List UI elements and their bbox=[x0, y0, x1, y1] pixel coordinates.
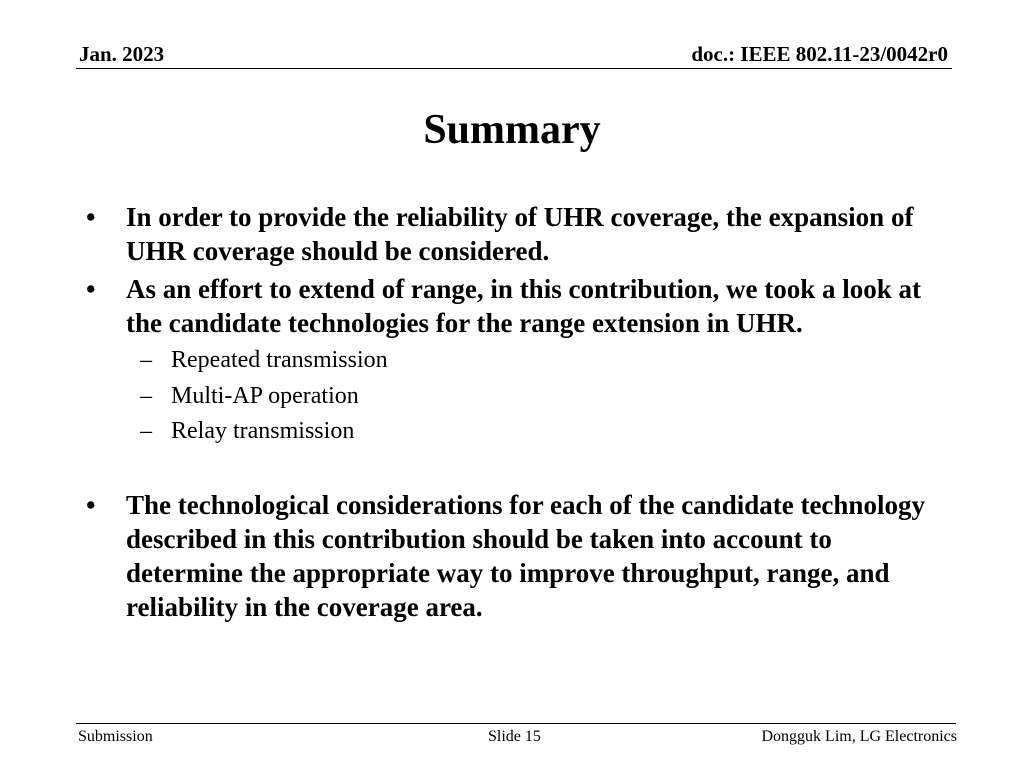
sub-bullet-text: Multi-AP operation bbox=[171, 382, 359, 409]
header-date: Jan. 2023 bbox=[79, 42, 165, 66]
header-doc-id: doc.: IEEE 802.11-23/0042r0 bbox=[691, 42, 948, 66]
sub-bullet-item bbox=[86, 379, 946, 415]
bullet-marker: • bbox=[86, 274, 96, 304]
sub-bullet-marker: – bbox=[140, 382, 152, 409]
sub-bullet-list bbox=[86, 343, 946, 450]
bullet-item bbox=[86, 488, 946, 624]
slide-body bbox=[86, 200, 946, 624]
bullet-text: In order to provide the reliability of UHR coverage, the expansion of UHR coverage should be considered. bbox=[126, 202, 914, 266]
footer-author: Dongguk Lim, LG Electronics bbox=[761, 728, 957, 745]
sub-bullet-item bbox=[86, 414, 946, 450]
sub-bullet-text: Relay transmission bbox=[171, 418, 355, 444]
bullet-marker: • bbox=[86, 202, 96, 232]
bullet-item bbox=[86, 200, 946, 268]
header-divider bbox=[76, 68, 952, 69]
bullet-text: The technological considerations for each of the candidate technology described in this contribution should be taken into account to determine the appropriate way to improve throughput, range, and reliability in the coverage area. bbox=[126, 489, 925, 622]
bullet-text: As an effort to extend of range, in this contribution, we took a look at the candidate technologies for the range extension in UHR. bbox=[126, 274, 921, 338]
slide-title: Summary bbox=[423, 107, 601, 153]
footer-slide-number: Slide 15 bbox=[488, 728, 541, 745]
footer-submission: Submission bbox=[78, 728, 153, 745]
sub-bullet-marker: – bbox=[140, 418, 152, 444]
bullet-marker: • bbox=[86, 489, 96, 520]
bullet-item bbox=[86, 272, 946, 340]
footer-divider bbox=[76, 723, 956, 724]
sub-bullet-text: Repeated transmission bbox=[171, 347, 388, 373]
sub-bullet-marker: – bbox=[140, 347, 152, 373]
sub-bullet-item bbox=[86, 343, 946, 379]
